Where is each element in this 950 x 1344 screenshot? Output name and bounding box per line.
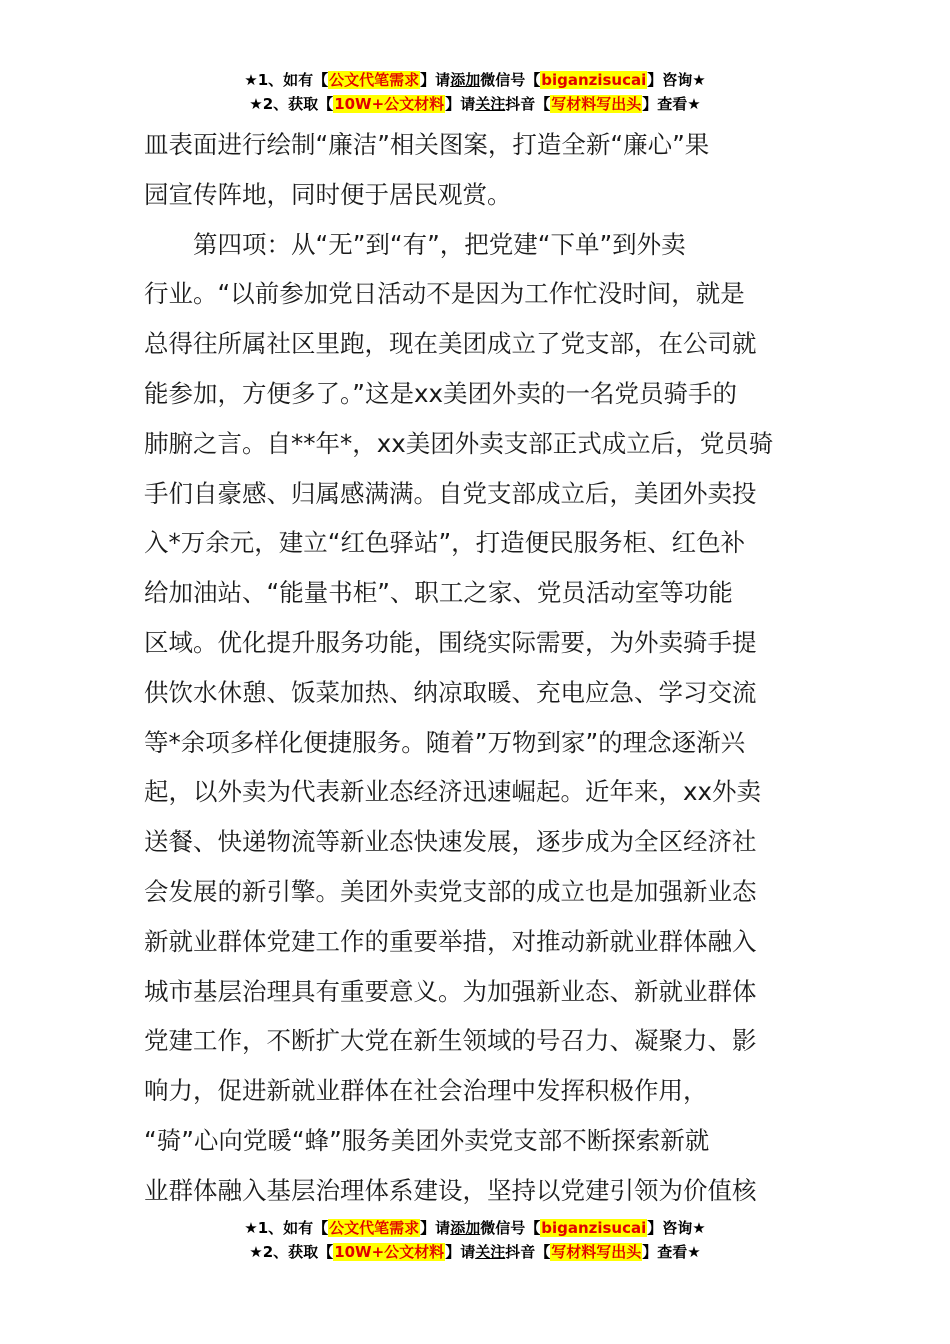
banner-highlight: 公文代笔需求 <box>329 1219 420 1237</box>
banner-text: 】咨询★ <box>647 1219 706 1237</box>
banner-line-2 <box>0 92 950 116</box>
banner-line-1 <box>0 68 950 92</box>
banner-text: 】查看★ <box>642 1243 701 1261</box>
banner-emphasis: 关注 <box>475 95 506 113</box>
body-line: 新就业群体党建工作的重要举措，对推动新就业群体融入 <box>144 926 757 956</box>
body-line: 业群体融入基层治理体系建设，坚持以党建引领为价值核 <box>144 1175 757 1205</box>
body-line: 等*余项多样化便捷服务。随着”万物到家”的理念逐渐兴 <box>144 727 746 757</box>
body-line: 能参加，方便多了。”这是xx美团外卖的一名党员骑手的 <box>144 378 737 408</box>
banner-highlight: 公文代笔需求 <box>329 71 420 89</box>
body-line: 城市基层治理具有重要意义。为加强新业态、新就业群体 <box>144 976 757 1006</box>
banner-text: 】请 <box>420 71 451 89</box>
banner-text: ★2、获取【 <box>249 1243 334 1261</box>
banner-text: 微信号【 <box>480 71 541 89</box>
body-line: 手们自豪感、归属感满满。自党支部成立后，美团外卖投 <box>144 478 757 508</box>
body-line: 党建工作，不断扩大党在新生领域的号召力、凝聚力、影 <box>144 1026 757 1056</box>
banner-highlight: 写材料写出头 <box>551 95 642 113</box>
banner-text: ★1、如有【 <box>244 71 329 89</box>
body-line: 入*万余元，建立“红色驿站”，打造便民服务柜、红色补 <box>144 528 746 558</box>
banner-emphasis: 添加 <box>450 1219 481 1237</box>
banner-text: ★2、获取【 <box>249 95 334 113</box>
body-line: 起，以外卖为代表新业态经济迅速崛起。近年来，xx外卖 <box>144 777 761 807</box>
banner-line-2 <box>0 1240 950 1264</box>
body-line: 响力，促进新就业群体在社会治理中发挥积极作用， <box>144 1076 708 1106</box>
body-line: 总得往所属社区里跑，现在美团成立了党支部，在公司就 <box>144 329 757 359</box>
body-line: 区域。优化提升服务功能，围绕实际需要，为外卖骑手提 <box>144 627 757 657</box>
body-line: 行业。“以前参加党日活动不是因为工作忙没时间，就是 <box>144 279 745 309</box>
body-line: 第四项：从“无”到“有”，把党建“下单”到外卖 <box>144 229 686 259</box>
banner-emphasis: 添加 <box>450 71 481 89</box>
banner-text: 】咨询★ <box>647 71 706 89</box>
banner-text: 】查看★ <box>642 95 701 113</box>
banner-text: 抖音【 <box>505 95 551 113</box>
body-line: 供饮水休憩、饭菜加热、纳凉取暖、充电应急、学习交流 <box>144 677 757 707</box>
body-line: 皿表面进行绘制“廉洁”相关图案，打造全新“廉心”果 <box>144 130 710 159</box>
body-line: 送餐、快递物流等新业态快速发展，逐步成为全区经济社 <box>144 827 757 857</box>
banner-text: 】请 <box>445 1243 476 1261</box>
banner-text: 微信号【 <box>480 1219 541 1237</box>
banner-highlight: 10W+公文材料 <box>334 1243 445 1261</box>
banner-line-1 <box>0 1216 950 1240</box>
body-line: “骑”心向党暖“蜂”服务美团外卖党支部不断探索新就 <box>144 1125 710 1155</box>
footer-banner <box>0 1216 950 1264</box>
body-line: 会发展的新引擎。美团外卖党支部的成立也是加强新业态 <box>144 876 757 906</box>
banner-highlight: biganzisucai <box>541 71 647 89</box>
banner-highlight: biganzisucai <box>541 1219 647 1237</box>
document-body <box>144 120 824 1216</box>
banner-highlight: 10W+公文材料 <box>334 95 445 113</box>
body-line: 肺腑之言。自**年*，xx美团外卖支部正式成立后，党员骑 <box>144 428 774 458</box>
banner-text: 】请 <box>445 95 476 113</box>
banner-highlight: 写材料写出头 <box>551 1243 642 1261</box>
header-banner <box>0 68 950 116</box>
banner-text: 】请 <box>420 1219 451 1237</box>
banner-text: ★1、如有【 <box>244 1219 329 1237</box>
banner-emphasis: 关注 <box>475 1243 506 1261</box>
banner-text: 抖音【 <box>505 1243 551 1261</box>
body-line: 给加油站、“能量书柜”、职工之家、党员活动室等功能 <box>144 578 733 608</box>
body-line: 园宣传阵地，同时便于居民观赏。 <box>144 179 512 209</box>
